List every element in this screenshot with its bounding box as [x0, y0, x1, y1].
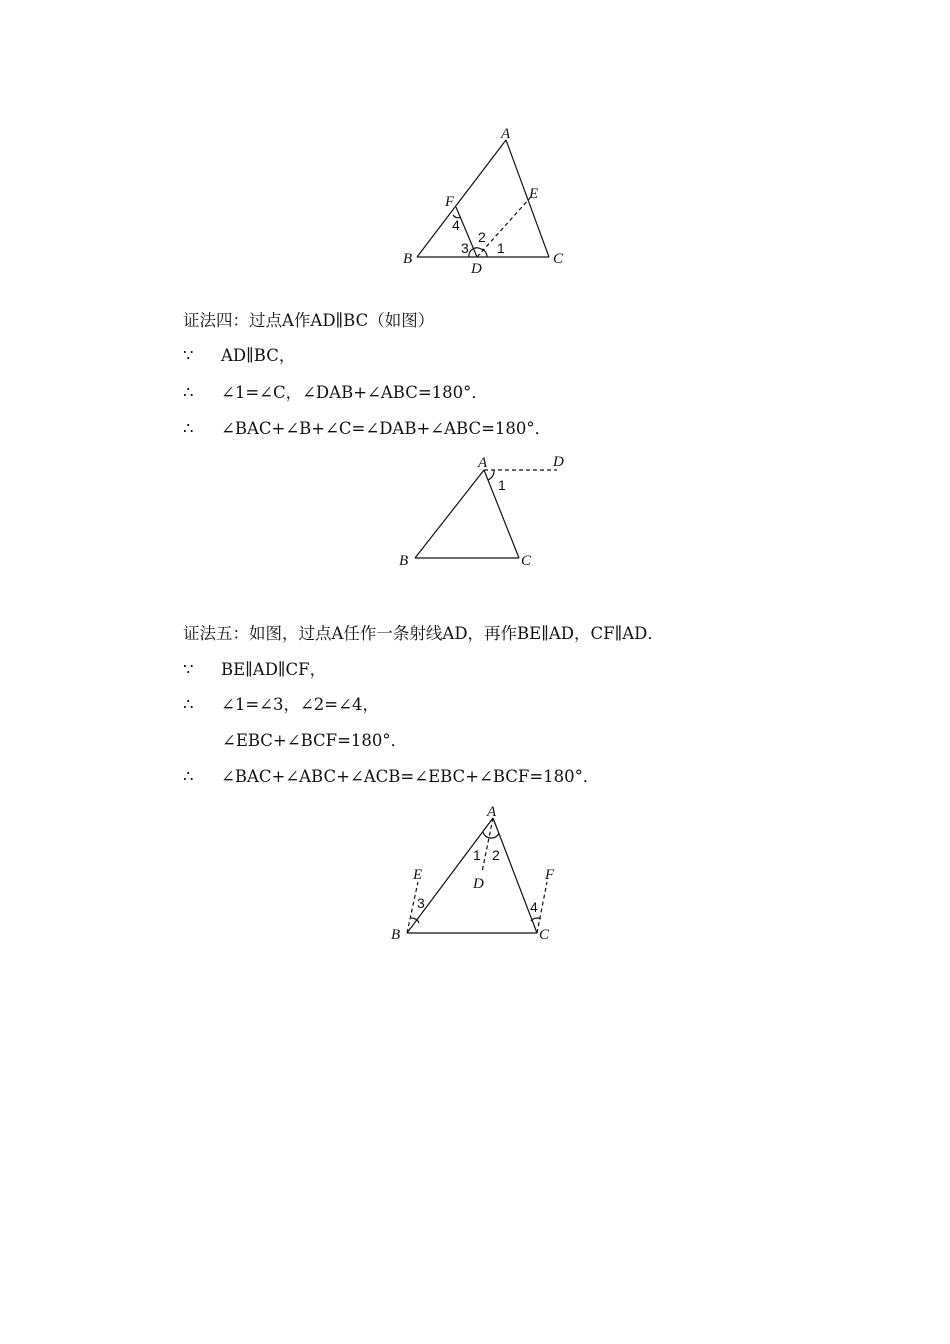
therefore-symbol: ∴: [183, 419, 194, 438]
label-d: D: [471, 261, 482, 277]
label-a: A: [478, 455, 488, 471]
proof4-line2-text: ∠1=∠C，∠DAB+∠ABC=180°．: [221, 383, 488, 402]
proof5-heading: 证法五：如图，过点A任作一条射线AD，再作BE∥AD，CF∥AD．: [183, 624, 664, 643]
proof5-line3: ∠EBC+∠BCF=180°．: [222, 731, 408, 750]
label-angle-3: 3: [417, 895, 425, 911]
label-angle-1: 1: [498, 477, 506, 493]
label-c: C: [521, 553, 532, 569]
proof5-line2: [183, 694, 379, 716]
label-e: E: [413, 867, 423, 883]
segment-ac: [493, 818, 537, 933]
proof4-heading: 证法四：过点A作AD∥BC（如图）: [183, 311, 435, 330]
segment-ab: [415, 470, 484, 558]
label-f: F: [545, 867, 555, 883]
segment-ac: [506, 140, 549, 257]
label-d: D: [473, 876, 484, 892]
label-angle-3: 3: [461, 240, 469, 256]
label-b: B: [399, 553, 409, 569]
label-b: B: [391, 927, 401, 943]
figure-3-triangle-diagram: [385, 800, 575, 950]
proof4-line1: [183, 345, 295, 367]
proof5-line4-text: ∠BAC+∠ABC+∠ACB=∠EBC+∠BCF=180°．: [221, 767, 600, 786]
label-c: C: [553, 251, 564, 267]
label-b: B: [403, 251, 413, 267]
proof4-line1-text: AD∥BC，: [221, 346, 296, 365]
label-c: C: [539, 927, 550, 943]
label-angle-1: 1: [473, 847, 481, 863]
label-a: A: [501, 126, 511, 142]
label-f: F: [445, 194, 455, 210]
label-angle-1: 1: [497, 240, 505, 256]
proof4-line3: [183, 418, 551, 440]
proof4-line3-text: ∠BAC+∠B+∠C=∠DAB+∠ABC=180°．: [221, 419, 552, 438]
figure-2-triangle-diagram: [395, 450, 575, 575]
proof5-line1-text: BE∥AD∥CF，: [221, 660, 327, 679]
label-angle-4: 4: [452, 217, 460, 233]
label-e: E: [529, 186, 539, 202]
proof4-line2: [183, 382, 488, 404]
label-angle-2: 2: [492, 847, 500, 863]
therefore-symbol: ∴: [183, 383, 194, 402]
proof5-line4: [183, 766, 599, 788]
label-angle-2: 2: [478, 229, 486, 245]
because-symbol: ∵: [183, 346, 194, 365]
therefore-symbol: ∴: [183, 695, 194, 714]
because-symbol: ∵: [183, 660, 194, 679]
label-d: D: [553, 454, 564, 470]
angle-arc-2: [491, 833, 499, 838]
proof5-line1: [183, 659, 326, 681]
angle-arc-1: [488, 470, 494, 480]
label-angle-4: 4: [530, 899, 538, 915]
label-a: A: [487, 804, 497, 820]
therefore-symbol: ∴: [183, 767, 194, 786]
proof5-line2-text: ∠1=∠3，∠2=∠4，: [221, 695, 379, 714]
figure-1-triangle-diagram: [395, 120, 575, 280]
segment-cf-dashed: [537, 882, 547, 933]
angle-arc-1: [481, 249, 487, 257]
